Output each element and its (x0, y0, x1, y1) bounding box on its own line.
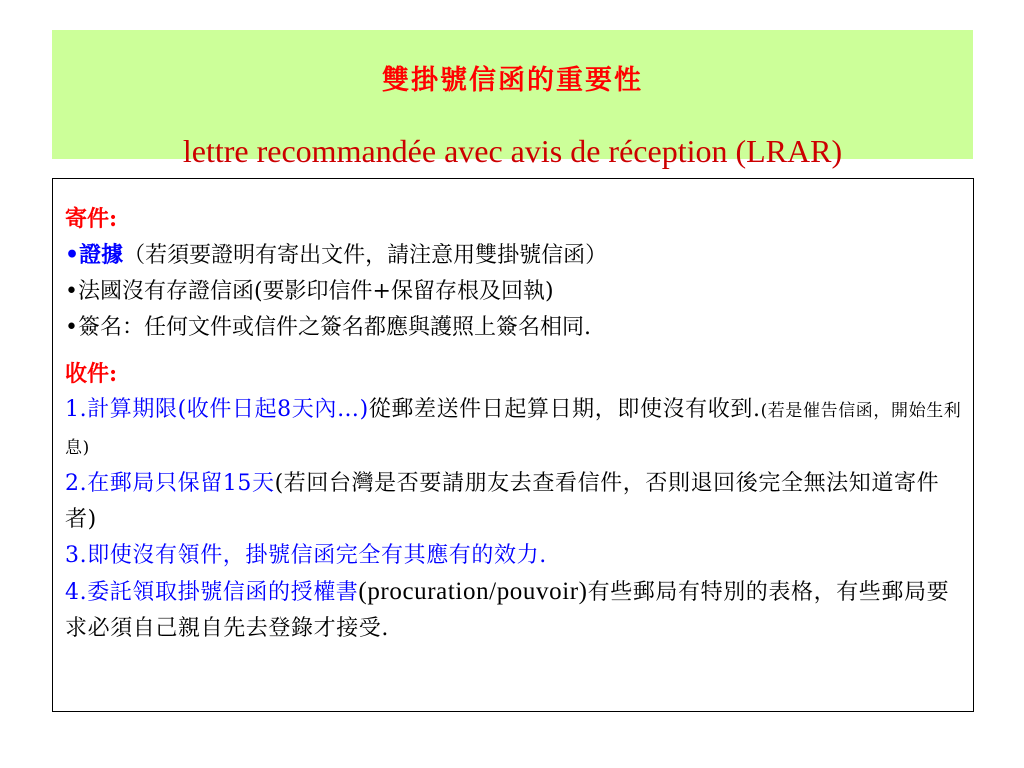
section-spacer (65, 346, 965, 356)
authorization-text: 有些郵局有特別的表格，有些郵局要求必須自己親自先去登錄才接受. (65, 580, 950, 641)
title-french: lettre recommandée avec avis de réception (LRAR) (182, 133, 843, 169)
deadline-text: 從郵差送件日起算日期，即使沒有收到. (368, 397, 761, 422)
content-body (65, 201, 965, 647)
sending-bullet-evidence (65, 237, 965, 274)
content-panel (52, 178, 974, 712)
receiving-heading: 收件: (65, 361, 118, 387)
deadline-keyword: 1.計算期限(收件日起8天內…) (65, 397, 369, 422)
retention-text: (若回台灣是否要請朋友去查看信件，否則退回後完全無法知道寄件者) (65, 471, 940, 532)
receiving-item-deadline (65, 392, 965, 466)
sending-heading: 寄件: (65, 206, 118, 232)
authorization-latin: (procuration/pouvoir) (358, 578, 588, 605)
sending-bullet-no-certified: •法國沒有存證信函(要影印信件+保留存根及回執) (65, 279, 554, 304)
authorization-keyword: 4.委託領取掛號信函的授權書 (65, 580, 359, 605)
receiving-item-validity: 3.即使沒有領件，掛號信函完全有其應有的效力. (65, 543, 547, 568)
evidence-keyword: 證據 (79, 242, 124, 268)
sending-bullet-signature: •簽名：任何文件或信件之簽名都應與護照上簽名相同. (65, 315, 591, 340)
bullet-marker: • (65, 242, 80, 268)
receiving-item-retention (65, 466, 965, 538)
title-chinese: 雙掛號信函的重要性 (382, 65, 643, 96)
retention-keyword: 2.在郵局只保留15天 (65, 471, 275, 496)
receiving-item-authorization (65, 574, 965, 647)
deadline-note: (若是催告信函，開始生利息) (65, 401, 962, 458)
title-banner (52, 30, 973, 169)
evidence-text: （若須要證明有寄出文件，請注意用雙掛號信函） (123, 243, 608, 268)
